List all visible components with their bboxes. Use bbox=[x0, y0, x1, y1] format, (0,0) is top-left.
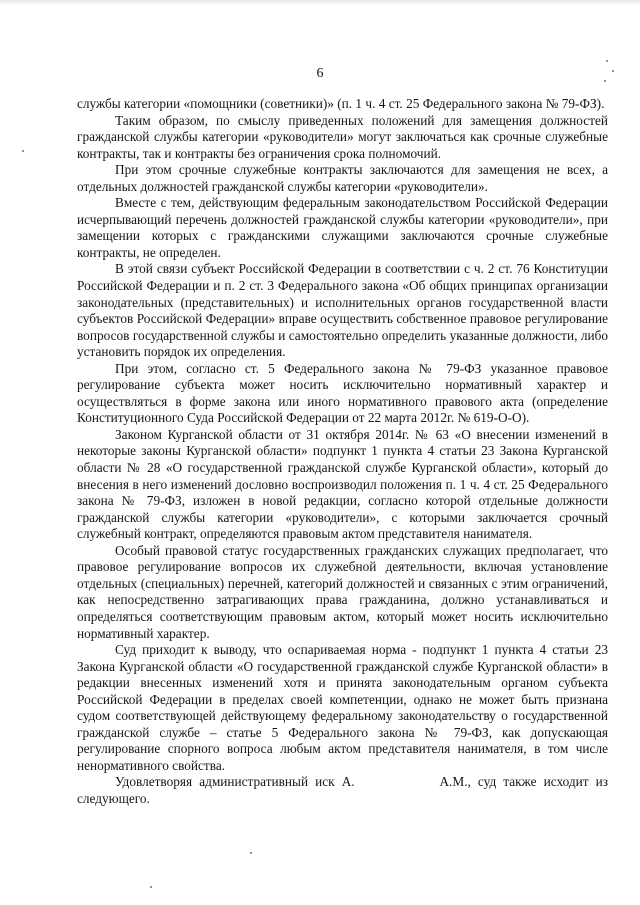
scan-edge bbox=[0, 0, 640, 5]
scan-speck bbox=[612, 70, 614, 72]
paragraph-8: Особый правовой статус государственных гражданских служащих предполагает, что правовое регулирование вопросов их служебной деятельности, включая установление отдельных (специальных) перечней, категорий должностей и связанных с этим ограничений, как непосредственно затрагивающих права гражданина, должно устанавливаться и определяться соответствующим правовым актом, который может носить исключительно нормативный характер. bbox=[77, 542, 608, 641]
paragraph-9: Суд приходит к выводу, что оспариваемая норма - подпункт 1 пункта 4 статьи 23 Закона Курганской области «О государственной гражданской службе Курганской области» в редакции внесенных изменений хотя и принята законодательным органом субъекта Российской Федерации в пределах своей компетенции, однако не может быть признана судом соответствующей действующему федеральному законодательству о государственной гражданской службе – статье 5 Федерального закона № 79-ФЗ, как допускающая регулирование спорного вопроса любым актом представителя нанимателя, в том числе ненормативного свойства. bbox=[77, 642, 608, 773]
paragraph-5: В этой связи субъект Российской Федерации в соответствии с ч. 2 ст. 76 Конституции Российской Федерации и п. 2 ст. 3 Федерального закона «Об общих принципах организации законодательных (представительных) и исполнительных органов государственной власти субъектов Российской Федерации» вправе осуществить собственное правовое регулирование вопросов государственной службы и самостоятельно определить указанные должности, либо установить порядок их определения. bbox=[77, 261, 608, 360]
paragraph-4: Вместе с тем, действующим федеральным законодательством Российской Федерации исчерпывающий перечень должностей гражданской службы категории «руководители», при замещении которых с гражданскими служащими заключаются срочные служебные контракты, не определен. bbox=[77, 195, 608, 260]
document-body bbox=[77, 96, 612, 808]
scan-speck bbox=[150, 886, 152, 888]
paragraph-7: Законом Курганской области от 31 октября 2014г. № 63 «О внесении изменений в некоторые законы Курганской области» подпункт 1 пункта 4 статьи 23 Закона Курганской области № 28 «О государственной гражданской службе Курганской области», который до внесения в него изменений дословно воспроизводил положения п. 1 ч. 4 ст. 25 Федерального закона № 79-ФЗ, изложен в новой редакции, согласно которой отдельные должности гражданской службы категории «руководители», с которыми заключается срочный служебный контракт, определяются правовым актом представителя нанимателя. bbox=[77, 426, 608, 542]
scan-speck bbox=[604, 80, 606, 82]
page-number: 6 bbox=[316, 66, 324, 81]
paragraph-2: Таким образом, по смыслу приведенных положений для замещения должностей гражданской службы категории «руководители» могут заключаться как срочные служебные контракты, так и контракты без ограничения срока полномочий. bbox=[77, 112, 608, 161]
paragraph-1: службы категории «помощники (советники)» (п. 1 ч. 4 ст. 25 Федерального закона № 79-ФЗ). bbox=[77, 96, 605, 111]
scan-speck bbox=[250, 852, 252, 854]
paragraph-3: При этом срочные служебные контракты заключаются для замещения не всех, а отдельных должностей гражданской службы категории «руководители». bbox=[77, 162, 608, 194]
scan-speck bbox=[606, 60, 608, 62]
scan-speck bbox=[22, 150, 24, 152]
paragraph-10: Удовлетворяя административный иск А. А.М., суд также исходит из следующего. bbox=[77, 774, 612, 806]
paragraph-6: При этом, согласно ст. 5 Федерального закона № 79-ФЗ указанное правовое регулирование субъекта может носить исключительно нормативный характер и осуществляться в форме закона или иного нормативного правового акта (определение Конституционного Суда Российской Федерации от 22 марта 2012г. № 619-О-О). bbox=[77, 360, 608, 426]
